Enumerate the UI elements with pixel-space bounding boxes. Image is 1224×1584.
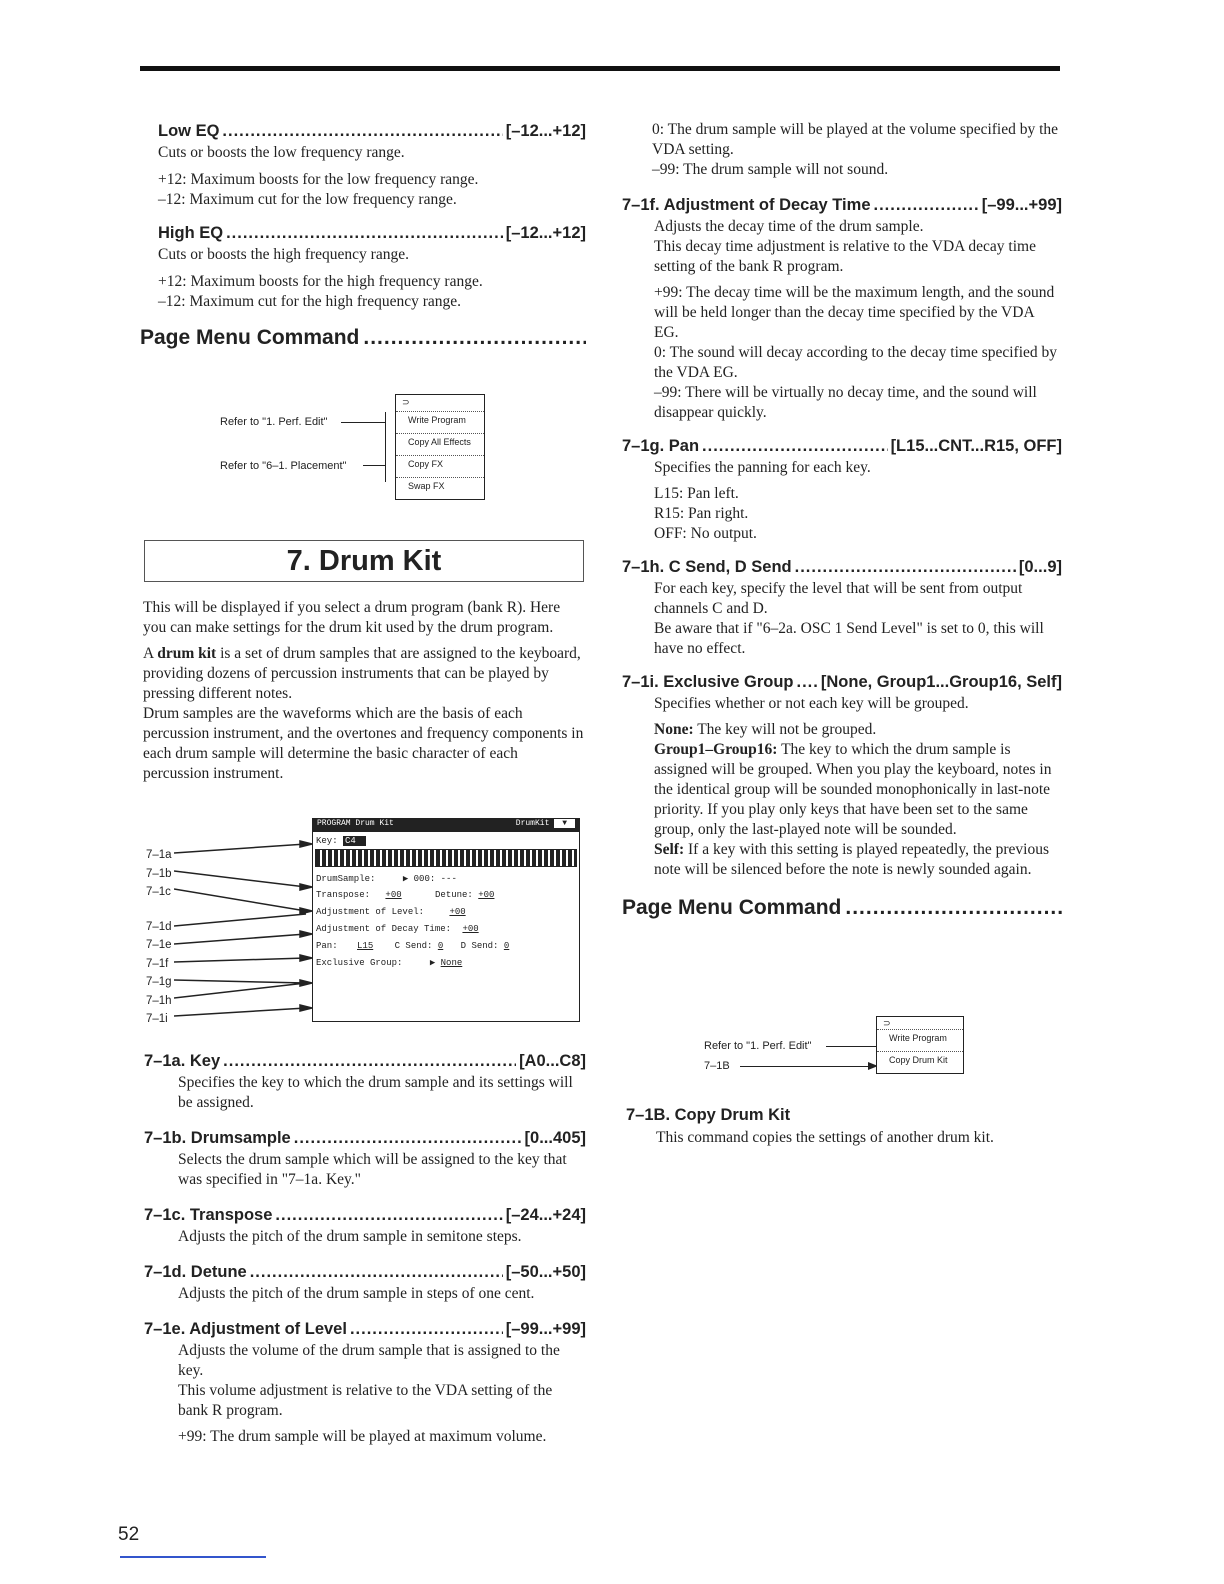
param-heading-7-1B: 7–1B. Copy Drum Kit: [626, 1106, 791, 1124]
pan-value[interactable]: L15: [357, 941, 374, 951]
intro: [143, 598, 585, 784]
param-heading-7-1b: 7–1b. Drumsample ..... [0...405]: [144, 1129, 586, 1148]
bottom-rule: [120, 1556, 266, 1558]
menu-item-copy-fx[interactable]: Copy FX: [396, 455, 484, 477]
ref-perf-edit: Refer to "1. Perf. Edit": [704, 1040, 812, 1052]
level-value[interactable]: +00: [449, 907, 466, 917]
page-number: 52: [118, 1524, 140, 1545]
detune-value[interactable]: +00: [478, 890, 495, 900]
low-eq-value: +12: Maximum boosts for the low frequency range.: [158, 171, 479, 188]
drum-kit-lcd: PROGRAM Drum Kit DrumKit ▼ Key: C4 DrumSample: ▶ 000: --- Transpose: +00 Detune: +00 Adjustment of Level: +00 Adjustment of Decay Time: +00 Pan: L15 C Send: 0 D Send: 0 Exclusive Group: ▶ None: [312, 818, 580, 1022]
low-eq-value: –12: Maximum cut for the low frequency range.: [158, 191, 457, 208]
intro-p3: Drum samples are the waveforms which are the basis of each percussion instrument, and the overtones and frequency components in each drum sample will determine the basic character of each percussion instrument.: [143, 705, 584, 782]
menu-item-write-program[interactable]: Write Program: [396, 411, 484, 433]
drumsample-value[interactable]: 000: ---: [413, 874, 457, 884]
page-menu-popup[interactable]: [395, 394, 485, 500]
menu-item-copy-all-effects[interactable]: Copy All Effects: [396, 433, 484, 455]
param-heading-7-1h: 7–1h. C Send, D Send ..... [0...9]: [622, 558, 1062, 577]
copy-drum-kit-section: 7–1B. Copy Drum Kit This command copies the settings of another drum kit.: [626, 1106, 1062, 1148]
high-eq-value: +12: Maximum boosts for the high frequency range.: [158, 273, 483, 290]
ref-7-1B: 7–1B: [704, 1060, 730, 1072]
param-heading-7-1i: 7–1i. Exclusive Group ..... [None, Group1...Group16, Self]: [622, 673, 1062, 692]
lcd-header: PROGRAM Drum Kit: [317, 819, 394, 828]
page-menu-popup[interactable]: [876, 1016, 964, 1074]
transpose-value[interactable]: +00: [385, 890, 402, 900]
key-value[interactable]: C4: [343, 836, 366, 846]
diagram-arrows: [174, 840, 314, 1030]
left-params: 7–1a. Key ..... [A0...C8] Specifies the key to which the drum sample and its settings will be assigned. 7–1b. Drumsample ..... [0...405] Selects the drum sample which will be assigned to the key that was specified in "7–1a. Key." 7–1c. Transpose ..... [–24...+24] Adjusts the pitch of the drum sample in semitone steps. 7–1d. Detune ..... [–50...+50] Adjusts the pitch of the drum sample in steps of one cent. 7–1e. Adjustment of Level ..... [–99...+99] Adjusts the volume of the drum sample that is assigned to the key. This volume adjustment is relative to the VDA setting of the bank R program. +99: The drum sample will be played at maximum volume.: [144, 1052, 586, 1447]
diagram-labels: 7–1a 7–1b 7–1c 7–1d 7–1e 7–1f 7–1g 7–1h 7–1i: [146, 849, 172, 1025]
csend-value[interactable]: 0: [437, 941, 444, 951]
high-eq-desc: Cuts or boosts the high frequency range.: [158, 246, 409, 263]
menu-item-copy-drum-kit[interactable]: Copy Drum Kit: [877, 1051, 963, 1073]
intro-p2: A drum kit is a set of drum samples that are assigned to the keyboard, providing dozens of percussion instruments that can be played by pressing different notes.: [143, 645, 581, 702]
dsend-value[interactable]: 0: [503, 941, 510, 951]
ref-placement: Refer to "6–1. Placement": [220, 460, 347, 472]
param-heading-7-1a: 7–1a. Key ..... [A0...C8]: [144, 1052, 586, 1071]
right-column: 0: The drum sample will be played at the volume specified by the VDA setting. –99: The drum sample will not sound. 7–1f. Adjustment of Decay Time ..... [–99...+99] Adjusts the decay time of the drum sample. This decay time adjustment is relative to the VDA decay time setting of the bank R program. +99: The decay time will be the maximum length, and the sound will be held longer than the decay time specified by the VDA EG. 0: The sound will decay according to the decay time specified by the VDA EG. –99: There will be virtually no decay time, and the sound will disappear quickly. 7–1g. Pan ..... [L15...CNT...R15, OFF] Specifies the panning for each key. L15: Pan left. R15: Pan right. OFF: No output. 7–1h. C Send, D Send ..... [0...9] For each key, specify the level that will be sent from output channels C and D. Be aware that if "6–2a. OSC 1 Send Level" is set to 0, this will have no effect. 7–1i. Exclusive Group ..... [None, Group1...Group16, Self] Specifies whether or not each key will be grouped. None: The key will not be grouped. Group1–Group16: The key to which the drum sample is assigned will be grouped. When you play the keyboard, notes in the identical group will be sounded monophonically in last-note priority. If you play only keys that have been set to the same group, only the last-played note will be sounded. Self: If a key with this setting is played repeatedly, the previous note will be silenced before the note is newly sounded again. Page Menu Command .....: [622, 100, 1062, 920]
param-heading-7-1d: 7–1d. Detune ..... [–50...+50]: [144, 1263, 586, 1282]
intro-p1: This will be displayed if you select a drum program (bank R). Here you can make settings for the drum kit used by the drum program.: [143, 599, 561, 636]
page-menu-heading: Page Menu Command .....: [622, 896, 1062, 920]
lcd-tab-drumkit[interactable]: DrumKit ▼: [516, 819, 575, 832]
high-eq-value: –12: Maximum cut for the high frequency range.: [158, 293, 462, 310]
page-menu-heading: Page Menu Command .....: [140, 326, 586, 350]
exclusive-group-value[interactable]: None: [440, 958, 463, 968]
param-heading-7-1e: 7–1e. Adjustment of Level ..... [–99...+99]: [144, 1320, 586, 1339]
param-heading-7-1c: 7–1c. Transpose ..... [–24...+24]: [144, 1206, 586, 1225]
left-column: [140, 100, 586, 350]
keyboard-graphic[interactable]: [315, 849, 577, 867]
menu-item-swap-fx[interactable]: Swap FX: [396, 477, 484, 499]
high-eq-heading: High EQ ..... [–12...+12]: [158, 224, 586, 243]
menu-icon: ⊃: [883, 1018, 891, 1028]
ref-perf-edit: Refer to "1. Perf. Edit": [220, 416, 328, 428]
chapter-title: 7. Drum Kit: [144, 540, 584, 582]
menu-item-write-program[interactable]: Write Program: [877, 1029, 963, 1051]
menu-icon: ⊃: [402, 397, 410, 407]
top-rule: [140, 66, 1060, 71]
decay-value[interactable]: +00: [462, 924, 479, 934]
param-heading-7-1g: 7–1g. Pan ..... [L15...CNT...R15, OFF]: [622, 437, 1062, 456]
low-eq-heading: Low EQ ..... [–12...+12]: [158, 122, 586, 141]
param-heading-7-1f: 7–1f. Adjustment of Decay Time ..... [–99...+99]: [622, 196, 1062, 215]
low-eq-desc: Cuts or boosts the low frequency range.: [158, 144, 405, 161]
